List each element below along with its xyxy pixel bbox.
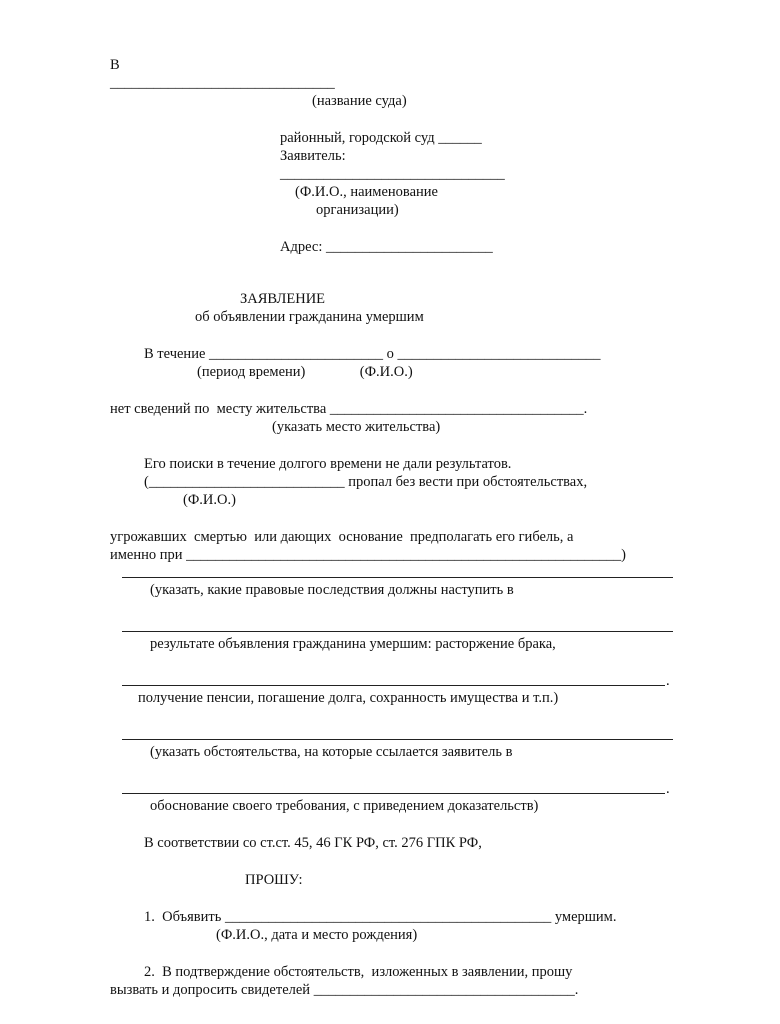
court-name-caption: (название суда) (312, 93, 407, 109)
missing-caption: (Ф.И.О.) (183, 492, 236, 508)
fill-line-5-dot: . (666, 781, 670, 797)
consequences-caption-3: получение пенсии, погашение долга, сохранность имущества и т.п.) (138, 690, 559, 706)
applicant-address: Адрес: _______________________ (280, 239, 493, 255)
missing-line: (___________________________ пропал без вести при обстоятельствах, (144, 474, 588, 490)
request-item-1-caption: (Ф.И.О., дата и место рождения) (216, 927, 418, 943)
residence-line: нет сведений по месту жительства ___________________________________. (110, 401, 588, 417)
fill-line-1 (122, 577, 673, 578)
grounds-caption-1: (указать обстоятельства, на которые ссылается заявитель в (150, 744, 513, 760)
document-title: ЗАЯВЛЕНИЕ (240, 291, 326, 307)
grounds-caption-2: обоснование своего требования, с приведением доказательств) (150, 798, 539, 814)
fill-line-3 (122, 685, 665, 686)
fill-line-5 (122, 793, 665, 794)
applicant-name-line: _______________________________ (280, 166, 505, 182)
fill-line-3-dot: . (666, 673, 670, 689)
circumstances-line: именно при ____________________________________________________________) (110, 547, 626, 563)
residence-caption: (указать место жительства) (272, 419, 441, 435)
document-subtitle: об объявлении гражданина умершим (195, 309, 424, 325)
request-item-1: 1. Объявить _____________________________________________ умершим. (144, 909, 617, 925)
fill-line-4 (122, 739, 673, 740)
court-prefix: В (110, 57, 120, 73)
court-district-line: районный, городской суд ______ (280, 130, 482, 146)
applicant-caption-1: (Ф.И.О., наименование (295, 184, 438, 200)
applicant-caption-2: организации) (316, 202, 399, 218)
court-name-line: _______________________________ (110, 75, 335, 91)
applicant-label: Заявитель: (280, 148, 346, 164)
request-item-2-witnesses: вызвать и допросить свидетелей ____________________________________. (110, 982, 579, 998)
threat-text: угрожавших смертью или дающих основание предполагать его гибель, а (110, 529, 574, 545)
legal-basis: В соответствии со ст.ст. 45, 46 ГК РФ, ст. 276 ГПК РФ, (144, 835, 482, 851)
request-title: ПРОШУ: (245, 872, 303, 888)
period-captions: (период времени) (Ф.И.О.) (197, 364, 413, 380)
request-item-2: 2. В подтверждение обстоятельств, изложенных в заявлении, прошу (144, 964, 573, 980)
period-line: В течение ________________________ о ____________________________ (144, 346, 601, 362)
search-text: Его поиски в течение долгого времени не дали результатов. (144, 456, 512, 472)
fill-line-2 (122, 631, 673, 632)
consequences-caption-2: результате объявления гражданина умершим: расторжение брака, (150, 636, 556, 652)
consequences-caption-1: (указать, какие правовые последствия должны наступить в (150, 582, 514, 598)
